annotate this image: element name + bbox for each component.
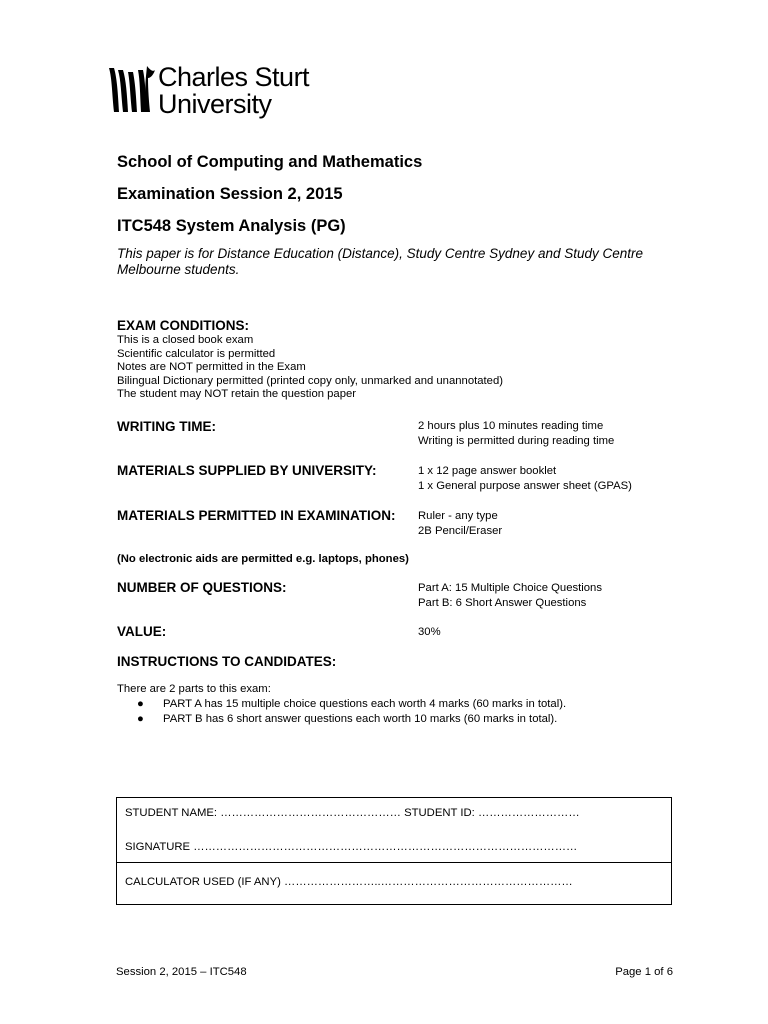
value-text: 30%	[418, 626, 441, 638]
condition-item: Scientific calculator is permitted	[117, 347, 276, 360]
student-details-box	[116, 797, 672, 905]
materials-permitted-line: 2B Pencil/Eraser	[418, 525, 503, 537]
instructions-label: INSTRUCTIONS TO CANDIDATES:	[117, 654, 337, 669]
materials-permitted-label: MATERIALS PERMITTED IN EXAMINATION:	[117, 508, 396, 523]
condition-item: This is a closed book exam	[117, 334, 254, 346]
subject-heading: ITC548 System Analysis (PG)	[117, 217, 346, 235]
signature-field[interactable]: SIGNATURE …………………………………………………………………………………………	[125, 841, 578, 853]
writing-time-value	[418, 419, 614, 449]
university-logo	[106, 64, 336, 120]
condition-item: Bilingual Dictionary permitted (printed copy only, unmarked and unannotated)	[117, 374, 503, 387]
calculator-used-field[interactable]: CALCULATOR USED (IF ANY) ……………………..……………………………………………	[125, 876, 573, 888]
school-heading: School of Computing and Mathematics	[117, 153, 423, 171]
electronic-aids-note: (No electronic aids are permitted e.g. laptops, phones)	[117, 553, 409, 565]
question-part-line: Part A: 15 Multiple Choice Questions	[418, 582, 602, 594]
student-name-id-field[interactable]: STUDENT NAME: ………………………………………… STUDENT ID: ………………………	[125, 807, 580, 819]
bullet-text: PART B has 6 short answer questions each worth 10 marks (60 marks in total).	[163, 712, 558, 725]
materials-supplied-line: 1 x 12 page answer booklet	[418, 465, 557, 477]
instructions-bullets	[117, 697, 566, 726]
question-part-line: Part B: 6 Short Answer Questions	[418, 597, 587, 609]
list-item	[117, 712, 566, 727]
materials-permitted-line: Ruler - any type	[418, 510, 498, 522]
number-of-questions-label: NUMBER OF QUESTIONS:	[117, 580, 287, 595]
footer-page-number: Page 1 of 6	[615, 966, 673, 978]
divider	[117, 862, 671, 863]
footer-session: Session 2, 2015 – ITC548	[116, 966, 247, 978]
session-heading: Examination Session 2, 2015	[117, 185, 343, 203]
logo-line-2: University	[158, 89, 272, 119]
value-label: VALUE:	[117, 624, 167, 639]
intro-text: This paper is for Distance Education (Distance), Study Centre Sydney and Study Centre Melbourne students.	[117, 246, 644, 277]
list-item	[117, 697, 566, 712]
writing-time-line: 2 hours plus 10 minutes reading time	[418, 420, 604, 432]
exam-conditions-list	[117, 334, 503, 402]
bullet-icon: ●	[137, 698, 144, 710]
exam-conditions-title: EXAM CONDITIONS:	[117, 318, 250, 333]
condition-item: The student may NOT retain the question paper	[117, 388, 357, 401]
materials-supplied-label: MATERIALS SUPPLIED BY UNIVERSITY:	[117, 463, 377, 478]
writing-time-label: WRITING TIME:	[117, 419, 216, 434]
writing-time-line: Writing is permitted during reading time	[418, 435, 615, 447]
materials-supplied-line: 1 x General purpose answer sheet (GPAS)	[418, 480, 632, 492]
csu-crest-icon	[106, 64, 156, 116]
materials-permitted-value	[418, 509, 502, 539]
instructions-intro: There are 2 parts to this exam:	[117, 683, 271, 695]
logo-wordmark	[158, 64, 309, 118]
logo-line-1: Charles Sturt	[158, 62, 310, 92]
materials-supplied-value	[418, 464, 632, 494]
condition-item: Notes are NOT permitted in the Exam	[117, 361, 306, 374]
number-of-questions-value	[418, 581, 602, 611]
bullet-text: PART A has 15 multiple choice questions each worth 4 marks (60 marks in total).	[163, 698, 567, 710]
bullet-icon: ●	[137, 712, 144, 725]
